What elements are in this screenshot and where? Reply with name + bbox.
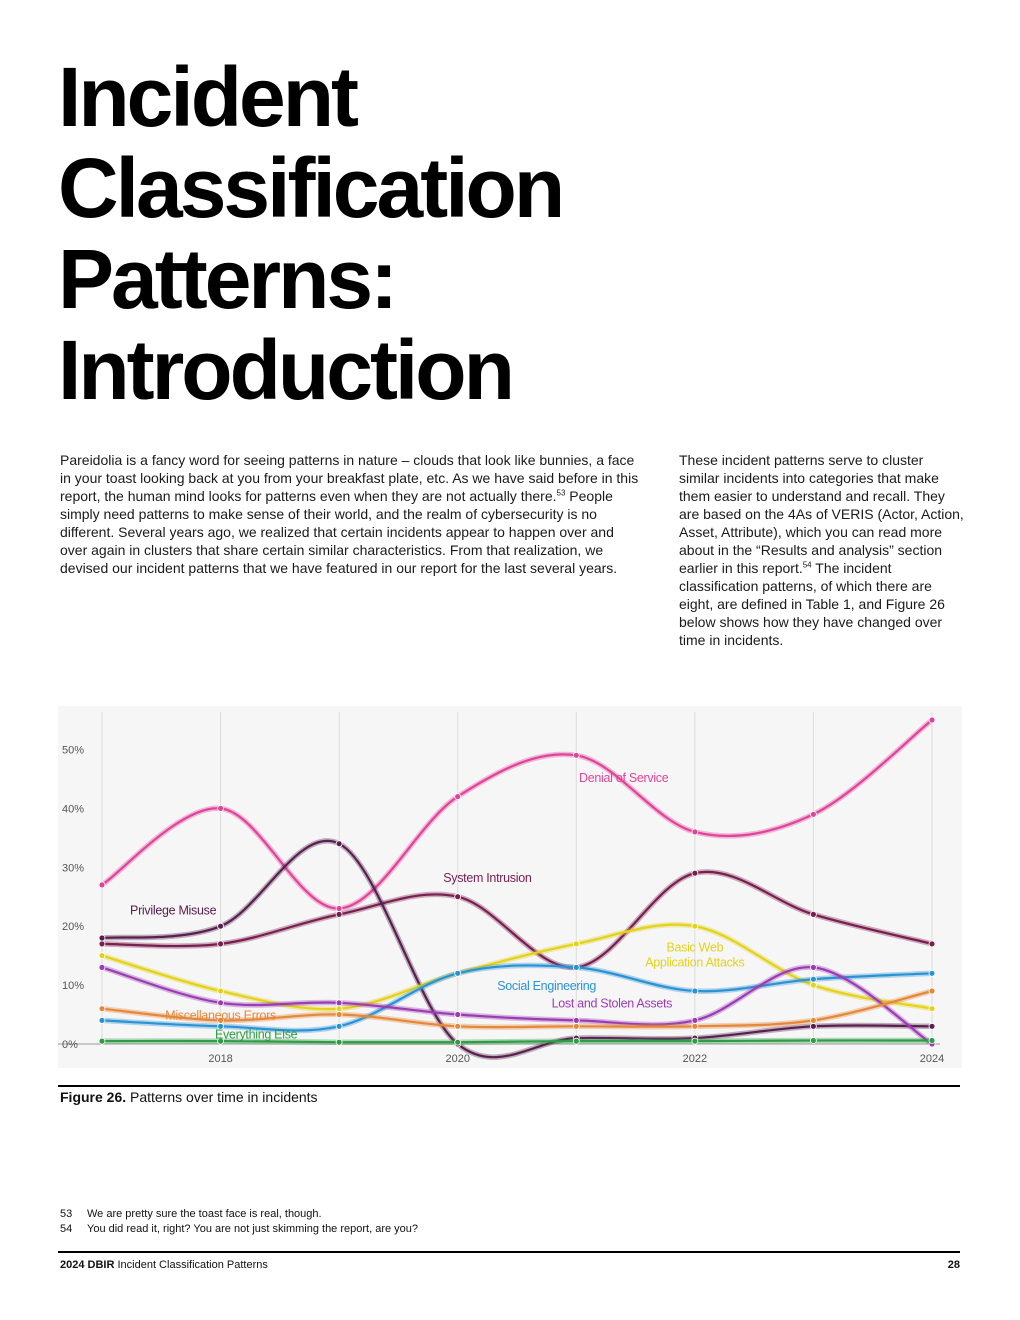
data-point [336,1000,342,1006]
data-point [692,923,698,929]
footnote [60,1207,418,1222]
chart-svg [58,706,962,1068]
series-label: Application Attacks [645,955,745,970]
data-point [455,1023,461,1029]
series-label: Lost and Stolen Assets [551,996,673,1011]
data-point [929,1038,935,1044]
data-point [455,1039,461,1045]
data-point [810,1038,816,1044]
data-point [692,1017,698,1023]
intro-paragraph-right [679,451,964,649]
page-number: 28 [947,1259,960,1271]
report-name: 2024 DBIR [60,1259,115,1271]
data-point [573,1017,579,1023]
data-point [810,976,816,982]
data-point [573,964,579,970]
data-point [336,906,342,912]
data-point [99,1017,105,1023]
data-point [218,1000,224,1006]
data-point [336,911,342,917]
series-label: Basic Web [666,940,724,955]
intro-text: Pareidolia is a fancy word for seeing patterns in nature – clouds that look like bunnies, a face in your toast looking back at you from your breakfast plate, etc. As we have said before in this report, the human mind looks for patterns even when they are not actually there. [60,452,639,504]
data-point [336,841,342,847]
intro-paragraph-left [60,451,640,577]
data-point [810,982,816,988]
data-point [336,1006,342,1012]
data-point [810,911,816,917]
data-point [336,1012,342,1018]
intro-text: People simply need patterns to make sense of their world, and the realm of cybersecurity is no different. Several years ago, we realized that certain incidents appear to happen over and over again in clusters that share certain similar characteristics. From that realization, we devised our incident patterns that we have featured in our report for the last several years. [60,488,618,576]
data-point [692,1023,698,1029]
data-point [692,1038,698,1044]
data-point [455,894,461,900]
data-point [99,935,105,941]
data-point [455,794,461,800]
running-footer [60,1258,268,1272]
data-point [99,1038,105,1044]
title-line: Classification [58,141,563,235]
data-point [692,829,698,835]
data-point [929,1023,935,1029]
x-tick-label: 2022 [682,1053,708,1065]
footnotes [60,1207,418,1237]
data-point [810,964,816,970]
series-label: Everything Else [214,1027,298,1042]
data-point [455,1012,461,1018]
data-point [573,1023,579,1029]
footnote-ref[interactable]: 54 [802,560,812,570]
data-point [810,1017,816,1023]
figure-caption [60,1088,318,1106]
footnote-text: You did read it, right? You are not just skimming the report, are you? [87,1223,419,1235]
series-label: Denial of Service [579,770,669,785]
footer-rule [58,1251,960,1253]
page-title [58,52,562,416]
title-line: Introduction [58,323,512,417]
data-point [99,964,105,970]
figure-caption-text: Patterns over time in incidents [126,1089,318,1105]
data-point [929,1006,935,1012]
figure-label: Figure 26. [60,1089,127,1105]
y-tick-label: 50% [62,744,85,757]
data-point [573,1038,579,1044]
footnote-number: 54 [60,1223,73,1235]
data-point [336,1039,342,1045]
data-point [692,988,698,994]
data-point [929,941,935,947]
data-point [929,717,935,723]
y-tick-label: 20% [62,921,85,934]
data-point [99,953,105,959]
data-point [218,941,224,947]
intro-text: These incident patterns serve to cluster similar incidents into categories that make them easier to understand and recall. They are based on the 4As of VERIS (Actor, Action, Asset, Attribute), which you can read more about in the “Results and analysis” section earlier in this report. [679,452,964,576]
patterns-chart [58,706,962,1068]
y-tick-label: 10% [62,980,85,993]
data-point [573,941,579,947]
data-point [929,970,935,976]
footnote [60,1222,418,1237]
data-point [99,882,105,888]
x-tick-label: 2020 [445,1053,470,1065]
y-tick-label: 0% [62,1039,78,1051]
series-label: Miscellaneous Errors [165,1008,276,1023]
data-point [810,811,816,817]
series-label: Privilege Misuse [130,903,217,918]
data-point [99,941,105,947]
data-point [336,1023,342,1029]
data-point [929,988,935,994]
section-name: Incident Classification Patterns [114,1259,268,1271]
data-point [218,988,224,994]
y-tick-label: 40% [62,803,85,816]
figure-rule [58,1085,960,1087]
title-line: Incident [58,50,357,144]
data-point [692,870,698,876]
footnote-text: We are pretty sure the toast face is real, though. [87,1208,322,1220]
footnote-number: 53 [60,1208,73,1220]
footnote-ref[interactable]: 53 [556,488,566,498]
series-label: System Intrusion [443,871,532,885]
data-point [573,752,579,758]
intro-text: The incident classification patterns, of which there are eight, are defined in Table 1, and Figure 26 below shows how they have changed over time in incidents. [679,560,945,648]
data-point [218,923,224,929]
data-point [455,970,461,976]
data-point [99,1006,105,1012]
x-tick-label: 2024 [919,1053,945,1065]
y-tick-label: 30% [62,862,85,875]
data-point [218,805,224,811]
x-tick-label: 2018 [208,1053,233,1065]
series-label: Social Engineering [497,978,597,993]
data-point [810,1023,816,1029]
title-line: Patterns: [58,232,396,326]
